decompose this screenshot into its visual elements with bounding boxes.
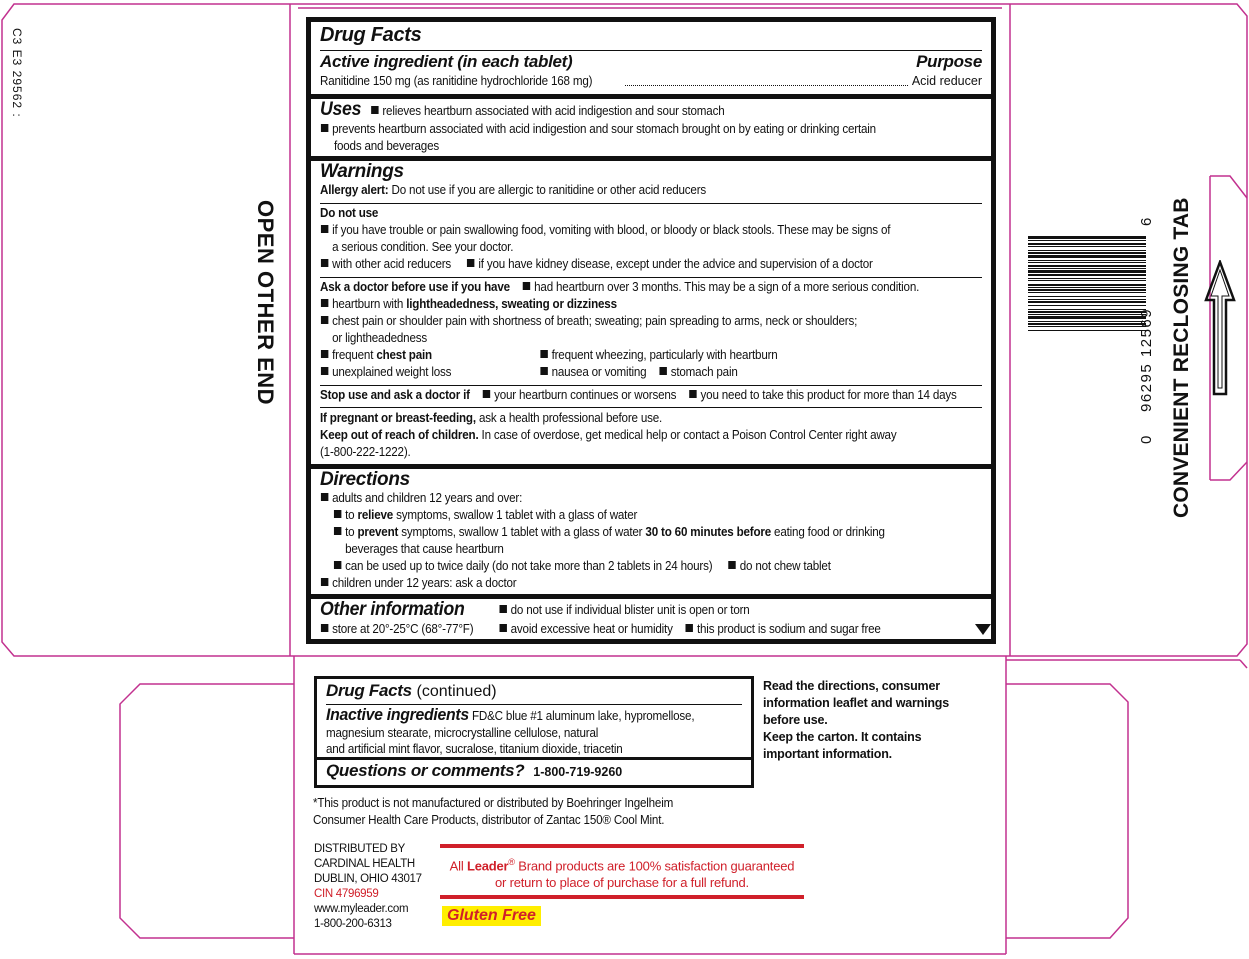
active-ingredient-section — [311, 24, 991, 90]
other-info-section — [311, 600, 991, 638]
dnu-item-3: if you have kidney disease, except under the advice and supervision of a doctor — [478, 257, 873, 271]
keep-out-text: In case of overdose, get medical help or contact a Poison Control Center right away — [481, 428, 897, 442]
dir-item-3-cont: beverages that cause heartburn — [345, 542, 504, 556]
stop-item-2: you need to take this product for more than 14 days — [700, 388, 957, 402]
disclaimer-line-2: Consumer Health Care Products, distributor of Zantac 150® Cool Mint. — [313, 813, 665, 827]
dnu-item-1-cont: a serious condition. See your doctor. — [332, 240, 514, 254]
drug-facts-title: Drug Facts — [320, 24, 422, 46]
continued-box — [314, 676, 754, 760]
pregnant-label: If pregnant or breast-feeding, — [320, 411, 476, 425]
read-directions-line-3: before use. — [763, 713, 828, 727]
purpose-heading: Purpose — [916, 52, 982, 71]
dir-item-2-bold: relieve — [357, 508, 394, 522]
distributor-phone: 1-800-200-6313 — [314, 918, 392, 930]
ask-doctor-heading: Ask a doctor before use if you have — [320, 280, 510, 294]
disclaimer-line-1: *This product is not manufactured or distributed by Boehringer Ingelheim — [313, 796, 674, 810]
warnings-heading: Warnings — [320, 161, 404, 182]
distributor-line-3: DUBLIN, OHIO 43017 — [314, 873, 422, 885]
read-directions-line-4: Keep the carton. It contains — [763, 730, 922, 744]
directions-section — [311, 470, 991, 592]
other-item-1: do not use if individual blister unit is open or torn — [510, 603, 750, 617]
ask-item-2-bold: lightheadedness, sweating or dizziness — [406, 297, 617, 311]
dir-item-3-bold2: 30 to 60 minutes before — [645, 525, 771, 539]
read-directions-line-1: Read the directions, consumer — [763, 679, 940, 693]
barcode-number-right: 6 — [1138, 217, 1155, 226]
purpose-value: Acid reducer — [911, 74, 982, 88]
dot-leader — [625, 85, 908, 86]
other-item-2: store at 20°-25°C (68°-77°F) — [332, 622, 474, 636]
inactive-heading: Inactive ingredients — [326, 705, 469, 724]
guarantee-pre: All — [449, 858, 464, 874]
dnu-item-2: with other acid reducers — [332, 257, 452, 271]
uses-section — [311, 100, 991, 155]
barcode-number-left: 0 — [1138, 435, 1155, 444]
disclaimer — [313, 795, 700, 829]
ask-item-4-pre: frequent — [332, 348, 374, 362]
dir-item-3-post: eating food or drinking — [774, 525, 885, 539]
ask-item-4-bold: chest pain — [376, 348, 432, 362]
drug-facts-continued — [314, 676, 754, 788]
dir-item-4: can be used up to twice daily (do not take more than 2 tablets in 24 hours) — [345, 559, 713, 573]
inactive-line-1: FD&C blue #1 aluminum lake, hypromellose, — [471, 709, 695, 723]
satisfaction-guarantee — [440, 844, 804, 899]
distributor-line-1: DISTRIBUTED BY — [314, 843, 406, 855]
cin-number: CIN 4796959 — [314, 888, 379, 900]
continued-triangle-icon — [975, 624, 991, 636]
poison-control-phone: (1-800-222-1222). — [320, 445, 411, 459]
warnings-section — [311, 162, 991, 461]
ask-item-3: chest pain or shoulder pain with shortness of breath; sweating; pain spreading to arms, neck or shoulders; — [332, 314, 858, 328]
barcode-number-main: 96295 12569 — [1138, 307, 1155, 412]
questions-box — [314, 760, 754, 788]
arrow-up-icon — [1204, 260, 1236, 396]
stop-use-heading: Stop use and ask a doctor if — [320, 388, 470, 402]
distributor-line-2: CARDINAL HEALTH — [314, 858, 415, 870]
registered-mark: ® — [508, 857, 515, 867]
active-ingredient-text: Ranitidine 150 mg (as ranitidine hydrochloride 168 mg) — [320, 74, 593, 88]
dir-item-1: adults and children 12 years and over: — [332, 491, 523, 505]
ask-item-5: frequent wheezing, particularly with heartburn — [551, 348, 778, 362]
side-code: C3 E3 29562 : — [10, 28, 24, 118]
directions-heading: Directions — [320, 469, 410, 490]
active-ingredient-heading: Active ingredient (in each tablet) — [320, 52, 573, 71]
other-item-4: this product is sodium and sugar free — [696, 622, 881, 636]
allergy-alert-text: Do not use if you are allergic to ranitidine or other acid reducers — [391, 183, 707, 197]
ask-item-6: unexplained weight loss — [332, 365, 452, 379]
dir-item-6: children under 12 years: ask a doctor — [332, 576, 517, 590]
keep-out-label: Keep out of reach of children. — [320, 428, 479, 442]
dir-item-3-mid: symptoms, swallow 1 tablet with a glass of water — [401, 525, 643, 539]
open-other-end-label: OPEN OTHER END — [253, 200, 278, 406]
uses-item-2: prevents heartburn associated with acid indigestion and sour stomach brought on by eating or drinking certain — [332, 122, 876, 136]
dir-item-2-post: symptoms, swallow 1 tablet with a glass of water — [396, 508, 638, 522]
continued-title: Drug Facts — [326, 681, 412, 700]
ask-item-8: stomach pain — [670, 365, 738, 379]
read-directions-line-5: important information. — [763, 747, 892, 761]
dnu-item-1: if you have trouble or pain swallowing food, vomiting with blood, or bloody or black stools. These may be signs of — [332, 223, 891, 237]
leader-brand: Leader — [466, 858, 509, 874]
inactive-line-2: magnesium stearate, microcrystalline cellulose, natural — [326, 726, 599, 740]
gluten-free-badge: Gluten Free — [442, 906, 541, 926]
other-info-heading: Other information — [320, 599, 465, 620]
allergy-alert-label: Allergy alert: — [320, 183, 389, 197]
questions-heading: Questions or comments? — [326, 761, 525, 780]
reclosing-tab-label: CONVENIENT RECLOSING TAB — [1170, 197, 1193, 518]
dir-item-3-bold: prevent — [357, 525, 399, 539]
dir-item-3-pre: to — [345, 525, 355, 539]
guarantee-line-2: or return to place of purchase for a full refund. — [495, 875, 749, 891]
questions-phone: 1-800-719-9260 — [533, 765, 623, 779]
continued-suffix: (continued) — [416, 683, 497, 700]
inactive-line-3: and artificial mint flavor, sucralose, titanium dioxide, triacetin — [326, 742, 623, 756]
other-item-3: avoid excessive heat or humidity — [510, 622, 673, 636]
read-directions-note — [763, 678, 949, 763]
uses-item-1: relieves heartburn associated with acid indigestion and sour stomach — [382, 104, 725, 118]
stop-item-1: your heartburn continues or worsens — [494, 388, 677, 402]
drug-facts-panel — [306, 17, 996, 644]
ask-item-1: had heartburn over 3 months. This may be a sign of a more serious condition. — [534, 280, 920, 294]
read-directions-line-2: information leaflet and warnings — [763, 696, 949, 710]
ask-item-2-pre: heartburn with — [332, 297, 404, 311]
dir-item-5: do not chew tablet — [739, 559, 831, 573]
pregnant-text: ask a health professional before use. — [478, 411, 663, 425]
ask-item-3-cont: or lightheadedness — [332, 331, 427, 345]
ask-item-7: nausea or vomiting — [551, 365, 647, 379]
dir-item-2-pre: to — [345, 508, 355, 522]
website: www.myleader.com — [314, 903, 409, 915]
uses-item-2-cont: foods and beverages — [333, 139, 440, 153]
uses-heading: Uses — [320, 99, 362, 120]
do-not-use-heading: Do not use — [320, 206, 379, 220]
guarantee-text: Brand products are 100% satisfaction guaranteed — [518, 858, 795, 874]
barcode — [1028, 236, 1150, 422]
distributor-block — [314, 842, 422, 932]
